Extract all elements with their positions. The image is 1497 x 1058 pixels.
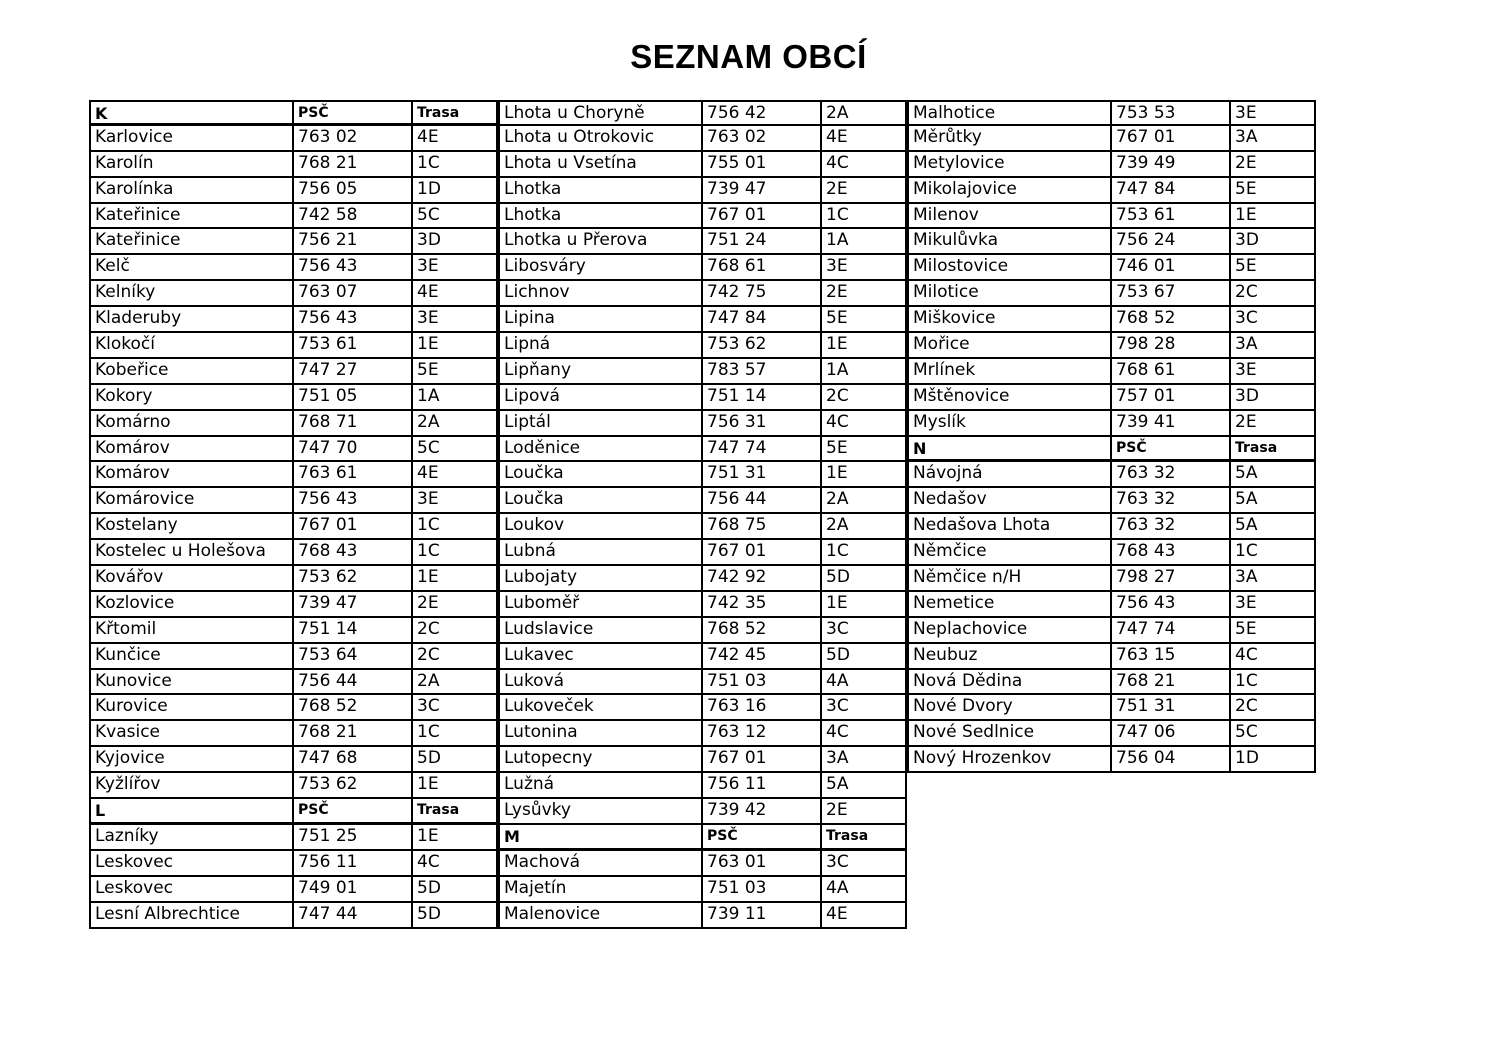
postal-code-cell: 756 05 [294, 178, 413, 204]
postal-code-cell: 756 04 [1112, 747, 1231, 773]
section-letter-header: K [89, 100, 294, 126]
route-code-cell: 4C [413, 851, 498, 877]
postal-code-cell: 742 45 [703, 644, 822, 670]
route-code-cell: 5D [413, 877, 498, 903]
municipality-table-column-1 [89, 100, 498, 929]
municipality-name-cell: Kostelec u Holešova [89, 540, 294, 566]
municipality-name-cell: Kovářov [89, 566, 294, 592]
route-code-cell: 4A [822, 877, 907, 903]
route-code-cell: 1E [413, 773, 498, 799]
postal-code-cell: 768 71 [294, 411, 413, 437]
municipality-name-cell: Lhota u Choryně [498, 100, 703, 126]
municipality-name-cell: Loučka [498, 488, 703, 514]
trasa-column-header: Trasa [822, 825, 907, 851]
postal-code-cell: 767 01 [703, 747, 822, 773]
route-code-cell: 2C [413, 644, 498, 670]
route-code-cell: 1C [1231, 540, 1316, 566]
municipality-name-cell: Lipina [498, 307, 703, 333]
postal-code-cell: 767 01 [294, 514, 413, 540]
postal-code-cell: 798 28 [1112, 333, 1231, 359]
route-code-cell: 3E [822, 255, 907, 281]
municipality-name-cell: Lipňany [498, 359, 703, 385]
section-letter-header: N [907, 437, 1112, 463]
route-code-cell: 1C [822, 204, 907, 230]
postal-code-cell: 753 67 [1112, 281, 1231, 307]
municipality-name-cell: Lukavec [498, 644, 703, 670]
postal-code-cell: 767 01 [703, 540, 822, 566]
route-code-cell: 1C [1231, 670, 1316, 696]
route-code-cell: 4E [822, 903, 907, 929]
municipality-name-cell: Nedašova Lhota [907, 514, 1112, 540]
postal-code-cell: 756 42 [703, 100, 822, 126]
trasa-column-header: Trasa [413, 799, 498, 825]
municipality-name-cell: Nemetice [907, 592, 1112, 618]
trasa-column-header: Trasa [1231, 437, 1316, 463]
postal-code-cell: 756 43 [294, 307, 413, 333]
route-code-cell: 3C [822, 695, 907, 721]
postal-code-cell: 753 64 [294, 644, 413, 670]
municipality-name-cell: Karolínka [89, 178, 294, 204]
postal-code-cell: 768 43 [1112, 540, 1231, 566]
municipality-name-cell: Mikolajovice [907, 178, 1112, 204]
route-code-cell: 2A [822, 100, 907, 126]
route-code-cell: 2A [822, 488, 907, 514]
postal-code-cell: 751 03 [703, 877, 822, 903]
postal-code-cell: 763 32 [1112, 514, 1231, 540]
municipality-name-cell: Nová Dědina [907, 670, 1112, 696]
municipality-name-cell: Malenovice [498, 903, 703, 929]
postal-code-cell: 763 01 [703, 851, 822, 877]
municipality-name-cell: Lhota u Vsetína [498, 152, 703, 178]
route-code-cell: 2E [822, 178, 907, 204]
municipality-name-cell: Karlovice [89, 126, 294, 152]
municipality-name-cell: Lubojaty [498, 566, 703, 592]
postal-code-cell: 768 21 [294, 152, 413, 178]
route-code-cell: 1E [822, 333, 907, 359]
postal-code-cell: 763 32 [1112, 488, 1231, 514]
route-code-cell: 4C [822, 721, 907, 747]
municipality-name-cell: Majetín [498, 877, 703, 903]
route-code-cell: 3E [413, 307, 498, 333]
postal-code-cell: 763 12 [703, 721, 822, 747]
route-code-cell: 3A [822, 747, 907, 773]
postal-code-cell: 756 11 [703, 773, 822, 799]
route-code-cell: 3A [1231, 126, 1316, 152]
route-code-cell: 5C [1231, 721, 1316, 747]
municipality-name-cell: Mštěnovice [907, 385, 1112, 411]
municipality-name-cell: Kokory [89, 385, 294, 411]
postal-code-cell: 742 35 [703, 592, 822, 618]
route-code-cell: 2C [1231, 695, 1316, 721]
postal-code-cell: 742 75 [703, 281, 822, 307]
postal-code-cell: 756 43 [1112, 592, 1231, 618]
route-code-cell: 3E [1231, 100, 1316, 126]
route-code-cell: 5A [1231, 462, 1316, 488]
route-code-cell: 3D [1231, 385, 1316, 411]
route-code-cell: 5A [1231, 514, 1316, 540]
postal-code-cell: 739 41 [1112, 411, 1231, 437]
municipality-name-cell: Kobeřice [89, 359, 294, 385]
municipality-name-cell: Metylovice [907, 152, 1112, 178]
postal-code-cell: 747 74 [1112, 618, 1231, 644]
municipality-name-cell: Kladeruby [89, 307, 294, 333]
municipality-name-cell: Klokočí [89, 333, 294, 359]
municipality-name-cell: Lukoveček [498, 695, 703, 721]
municipality-name-cell: Loučka [498, 462, 703, 488]
postal-code-cell: 742 92 [703, 566, 822, 592]
municipality-name-cell: Loděnice [498, 437, 703, 463]
route-code-cell: 5E [822, 437, 907, 463]
municipality-name-cell: Kunčice [89, 644, 294, 670]
municipality-name-cell: Mrlínek [907, 359, 1112, 385]
route-code-cell: 2A [822, 514, 907, 540]
municipality-name-cell: Milotice [907, 281, 1112, 307]
municipality-name-cell: Komárovice [89, 488, 294, 514]
route-code-cell: 3D [1231, 229, 1316, 255]
postal-code-cell: 753 61 [1112, 204, 1231, 230]
postal-code-cell: 753 62 [703, 333, 822, 359]
municipality-name-cell: Neubuz [907, 644, 1112, 670]
municipality-name-cell: Němčice n/H [907, 566, 1112, 592]
postal-code-cell: 767 01 [703, 204, 822, 230]
postal-code-cell: 756 21 [294, 229, 413, 255]
route-code-cell: 5D [413, 747, 498, 773]
municipality-name-cell: Neplachovice [907, 618, 1112, 644]
postal-code-cell: 768 52 [703, 618, 822, 644]
postal-code-cell: 751 24 [703, 229, 822, 255]
postal-code-cell: 751 14 [294, 618, 413, 644]
municipality-name-cell: Milenov [907, 204, 1112, 230]
route-code-cell: 1D [413, 178, 498, 204]
postal-code-cell: 767 01 [1112, 126, 1231, 152]
postal-code-cell: 763 02 [294, 126, 413, 152]
municipality-name-cell: Malhotice [907, 100, 1112, 126]
postal-code-cell: 756 31 [703, 411, 822, 437]
route-code-cell: 4E [413, 462, 498, 488]
postal-code-cell: 739 42 [703, 799, 822, 825]
route-code-cell: 3E [413, 488, 498, 514]
municipality-name-cell: Nové Dvory [907, 695, 1112, 721]
route-code-cell: 3C [822, 618, 907, 644]
municipality-name-cell: Lhotka [498, 178, 703, 204]
municipality-name-cell: Němčice [907, 540, 1112, 566]
route-code-cell: 5D [822, 566, 907, 592]
municipality-name-cell: Miškovice [907, 307, 1112, 333]
route-code-cell: 2A [413, 411, 498, 437]
municipality-table-column-3 [907, 100, 1316, 773]
route-code-cell: 5E [413, 359, 498, 385]
route-code-cell: 2E [822, 799, 907, 825]
municipality-name-cell: Kunovice [89, 670, 294, 696]
route-code-cell: 3D [413, 229, 498, 255]
postal-code-cell: 756 43 [294, 255, 413, 281]
trasa-column-header: Trasa [413, 100, 498, 126]
municipality-name-cell: Křtomil [89, 618, 294, 644]
route-code-cell: 5A [1231, 488, 1316, 514]
route-code-cell: 5C [413, 204, 498, 230]
psc-column-header: PSČ [703, 825, 822, 851]
municipality-name-cell: Kyžlířov [89, 773, 294, 799]
route-code-cell: 4A [822, 670, 907, 696]
section-letter-header: M [498, 825, 703, 851]
municipality-name-cell: Kelníky [89, 281, 294, 307]
route-code-cell: 1A [413, 385, 498, 411]
postal-code-cell: 747 84 [1112, 178, 1231, 204]
route-code-cell: 5E [1231, 255, 1316, 281]
municipality-name-cell: Myslík [907, 411, 1112, 437]
route-code-cell: 3C [822, 851, 907, 877]
municipality-name-cell: Nedašov [907, 488, 1112, 514]
postal-code-cell: 768 61 [1112, 359, 1231, 385]
postal-code-cell: 768 43 [294, 540, 413, 566]
municipality-name-cell: Kateřinice [89, 204, 294, 230]
municipality-name-cell: Kostelany [89, 514, 294, 540]
municipality-name-cell: Ludslavice [498, 618, 703, 644]
postal-code-cell: 747 70 [294, 437, 413, 463]
psc-column-header: PSČ [294, 799, 413, 825]
postal-code-cell: 768 52 [1112, 307, 1231, 333]
route-code-cell: 2E [1231, 411, 1316, 437]
municipality-name-cell: Lhotka [498, 204, 703, 230]
postal-code-cell: 739 47 [703, 178, 822, 204]
psc-column-header: PSČ [294, 100, 413, 126]
postal-code-cell: 747 68 [294, 747, 413, 773]
postal-code-cell: 746 01 [1112, 255, 1231, 281]
municipality-name-cell: Kyjovice [89, 747, 294, 773]
route-code-cell: 5D [822, 644, 907, 670]
municipality-name-cell: Leskovec [89, 851, 294, 877]
postal-code-cell: 763 32 [1112, 462, 1231, 488]
postal-code-cell: 747 84 [703, 307, 822, 333]
route-code-cell: 3E [413, 255, 498, 281]
postal-code-cell: 768 75 [703, 514, 822, 540]
postal-code-cell: 768 61 [703, 255, 822, 281]
postal-code-cell: 763 15 [1112, 644, 1231, 670]
postal-code-cell: 749 01 [294, 877, 413, 903]
route-code-cell: 1C [413, 721, 498, 747]
postal-code-cell: 753 62 [294, 773, 413, 799]
route-code-cell: 5E [1231, 178, 1316, 204]
postal-code-cell: 751 31 [1112, 695, 1231, 721]
municipality-name-cell: Komárov [89, 462, 294, 488]
route-code-cell: 4C [822, 411, 907, 437]
postal-code-cell: 747 06 [1112, 721, 1231, 747]
municipality-name-cell: Komárov [89, 437, 294, 463]
postal-code-cell: 756 24 [1112, 229, 1231, 255]
postal-code-cell: 751 05 [294, 385, 413, 411]
route-code-cell: 1E [413, 825, 498, 851]
page-title: SEZNAM OBCÍ [630, 38, 867, 75]
municipality-name-cell: Nové Sedlnice [907, 721, 1112, 747]
postal-code-cell: 757 01 [1112, 385, 1231, 411]
municipality-name-cell: Leskovec [89, 877, 294, 903]
postal-code-cell: 751 14 [703, 385, 822, 411]
municipality-name-cell: Lubná [498, 540, 703, 566]
route-code-cell: 1E [1231, 204, 1316, 230]
route-code-cell: 1A [822, 229, 907, 255]
municipality-name-cell: Luková [498, 670, 703, 696]
municipality-name-cell: Milostovice [907, 255, 1112, 281]
route-code-cell: 2E [1231, 152, 1316, 178]
route-code-cell: 1E [413, 333, 498, 359]
municipality-name-cell: Libosváry [498, 255, 703, 281]
route-code-cell: 2E [822, 281, 907, 307]
postal-code-cell: 768 52 [294, 695, 413, 721]
postal-code-cell: 739 47 [294, 592, 413, 618]
municipality-name-cell: Lichnov [498, 281, 703, 307]
route-code-cell: 1C [413, 152, 498, 178]
municipality-name-cell: Kelč [89, 255, 294, 281]
route-code-cell: 5E [1231, 618, 1316, 644]
route-code-cell: 4E [413, 126, 498, 152]
section-letter-header: L [89, 799, 294, 825]
municipality-name-cell: Lutonina [498, 721, 703, 747]
postal-code-cell: 751 31 [703, 462, 822, 488]
route-code-cell: 2C [822, 385, 907, 411]
route-code-cell: 4C [1231, 644, 1316, 670]
postal-code-cell: 751 25 [294, 825, 413, 851]
postal-code-cell: 768 21 [294, 721, 413, 747]
postal-code-cell: 756 44 [294, 670, 413, 696]
postal-code-cell: 763 02 [703, 126, 822, 152]
municipality-name-cell: Lipová [498, 385, 703, 411]
municipality-name-cell: Nový Hrozenkov [907, 747, 1112, 773]
postal-code-cell: 763 61 [294, 462, 413, 488]
postal-code-cell: 742 58 [294, 204, 413, 230]
psc-column-header: PSČ [1112, 437, 1231, 463]
municipality-name-cell: Měrůtky [907, 126, 1112, 152]
postal-code-cell: 739 11 [703, 903, 822, 929]
postal-code-cell: 747 27 [294, 359, 413, 385]
municipality-name-cell: Mořice [907, 333, 1112, 359]
municipality-name-cell: Karolín [89, 152, 294, 178]
route-code-cell: 4E [822, 126, 907, 152]
postal-code-cell: 755 01 [703, 152, 822, 178]
route-code-cell: 1C [413, 514, 498, 540]
postal-code-cell: 739 49 [1112, 152, 1231, 178]
route-code-cell: 1C [413, 540, 498, 566]
municipality-name-cell: Kateřinice [89, 229, 294, 255]
route-code-cell: 4E [413, 281, 498, 307]
municipality-name-cell: Lysůvky [498, 799, 703, 825]
route-code-cell: 1A [822, 359, 907, 385]
route-code-cell: 3A [1231, 333, 1316, 359]
route-code-cell: 4C [822, 152, 907, 178]
municipality-name-cell: Kvasice [89, 721, 294, 747]
postal-code-cell: 756 44 [703, 488, 822, 514]
municipality-name-cell: Loukov [498, 514, 703, 540]
municipality-name-cell: Lužná [498, 773, 703, 799]
route-code-cell: 1E [822, 462, 907, 488]
postal-code-cell: 756 43 [294, 488, 413, 514]
route-code-cell: 3A [1231, 566, 1316, 592]
municipality-name-cell: Lutopecny [498, 747, 703, 773]
municipality-name-cell: Liptál [498, 411, 703, 437]
municipality-name-cell: Lazníky [89, 825, 294, 851]
municipality-name-cell: Luboměř [498, 592, 703, 618]
postal-code-cell: 763 07 [294, 281, 413, 307]
route-code-cell: 1C [822, 540, 907, 566]
route-code-cell: 3C [1231, 307, 1316, 333]
route-code-cell: 2C [413, 618, 498, 644]
postal-code-cell: 783 57 [703, 359, 822, 385]
route-code-cell: 5D [413, 903, 498, 929]
route-code-cell: 5E [822, 307, 907, 333]
postal-code-cell: 798 27 [1112, 566, 1231, 592]
route-code-cell: 2A [413, 670, 498, 696]
postal-code-cell: 747 44 [294, 903, 413, 929]
municipality-name-cell: Návojná [907, 462, 1112, 488]
municipality-name-cell: Kurovice [89, 695, 294, 721]
route-code-cell: 1D [1231, 747, 1316, 773]
municipality-name-cell: Mikulůvka [907, 229, 1112, 255]
postal-code-cell: 747 74 [703, 437, 822, 463]
route-code-cell: 1E [413, 566, 498, 592]
municipality-name-cell: Komárno [89, 411, 294, 437]
municipality-name-cell: Kozlovice [89, 592, 294, 618]
route-code-cell: 3C [413, 695, 498, 721]
municipality-name-cell: Machová [498, 851, 703, 877]
postal-code-cell: 768 21 [1112, 670, 1231, 696]
postal-code-cell: 756 11 [294, 851, 413, 877]
municipality-name-cell: Lesní Albrechtice [89, 903, 294, 929]
postal-code-cell: 753 53 [1112, 100, 1231, 126]
municipality-name-cell: Lhotka u Přerova [498, 229, 703, 255]
postal-code-cell: 751 03 [703, 670, 822, 696]
route-code-cell: 1E [822, 592, 907, 618]
postal-code-cell: 763 16 [703, 695, 822, 721]
municipality-name-cell: Lhota u Otrokovic [498, 126, 703, 152]
route-code-cell: 2C [1231, 281, 1316, 307]
route-code-cell: 5A [822, 773, 907, 799]
postal-code-cell: 753 62 [294, 566, 413, 592]
route-code-cell: 3E [1231, 592, 1316, 618]
municipality-name-cell: Lipná [498, 333, 703, 359]
route-code-cell: 3E [1231, 359, 1316, 385]
route-code-cell: 2E [413, 592, 498, 618]
postal-code-cell: 753 61 [294, 333, 413, 359]
municipality-table-column-2 [498, 100, 907, 929]
route-code-cell: 5C [413, 437, 498, 463]
